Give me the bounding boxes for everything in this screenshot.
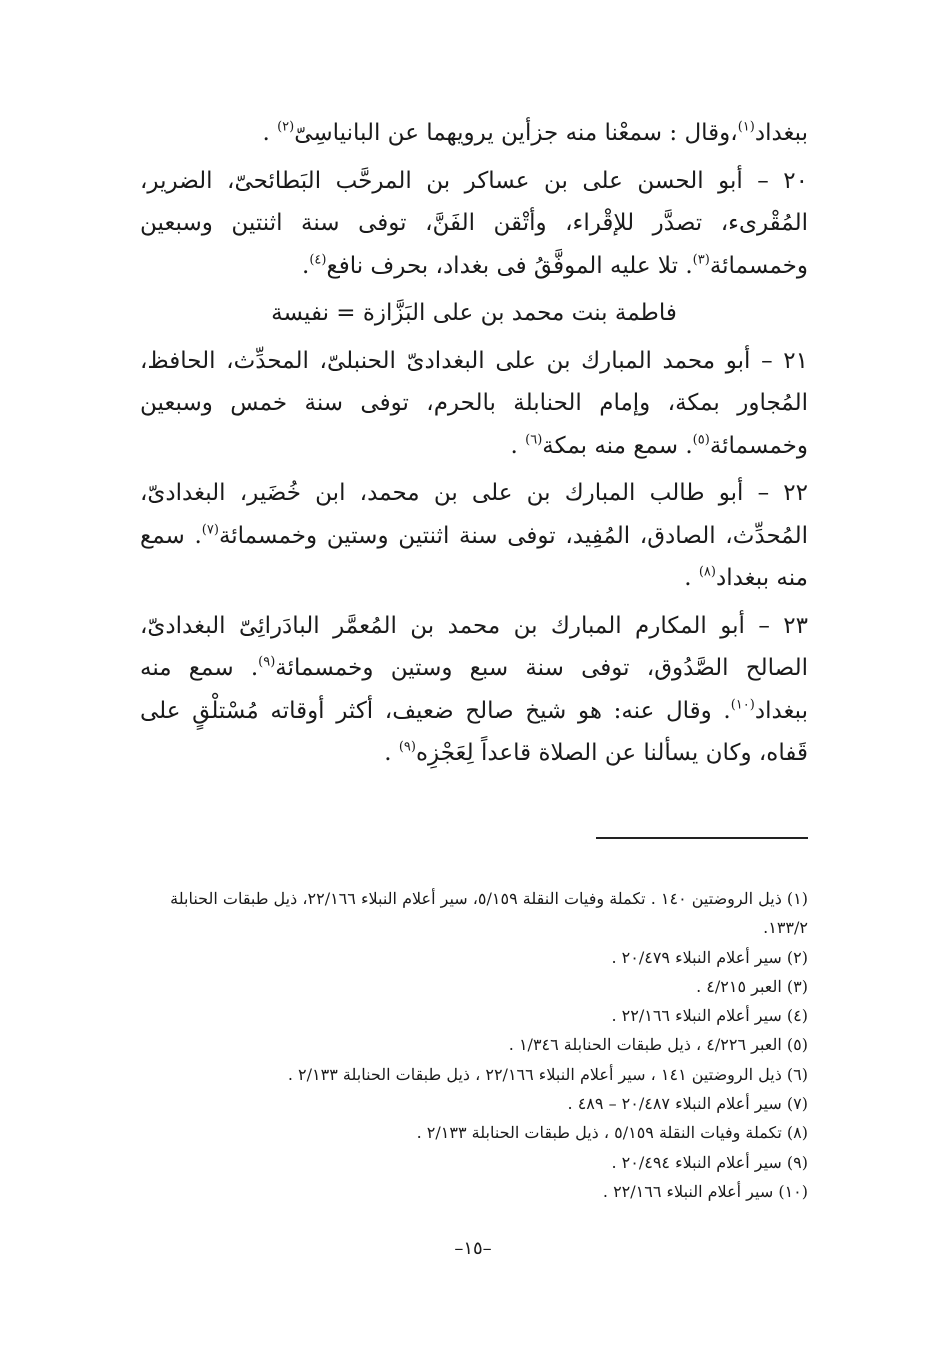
text-run: ٢٠ – أبو الحسن على بن عساكر بن المرحَّب البَطائحىّ، الضرير، المُقْرىء، تصدَّر للإقْراء، وأتْقن الفَنَّ، توفى سنة اثنتين وسبعين وخمسمائة — [140, 167, 808, 279]
text-run: ،وقال : سمعْنا منه جزأين يرويهما عن البانياسِىّ — [294, 120, 738, 146]
footnote-ref: (٢) — [277, 119, 295, 135]
footnotes — [140, 884, 808, 1206]
text-run: . سمع منه ببغداد — [140, 522, 808, 591]
footnote-ref: (٧) — [201, 521, 219, 537]
text-run: . تلا عليه الموفَّقُ فى بغداد، بحرف نافع — [326, 252, 693, 279]
footnote-separator — [596, 837, 808, 839]
text-run: . سمع منه ببغداد — [140, 655, 808, 724]
paragraph-continuation — [140, 112, 808, 155]
footnote-5: (٥) العبر ٤/٢٢٦ ، ذيل طبقات الحنابلة ١/٣٤٦ . — [508, 1035, 808, 1055]
footnote-7: (٧) سير أعلام النبلاء ٢٠/٤٨٧ – ٤٨٩ . — [567, 1094, 808, 1114]
entry-21 — [140, 340, 808, 468]
text-run: . وقال عنه: هو شيخ صالح ضعيف، أكثر أوقاته مُسْتلْقٍ على قَفاه، وكان يسألنا عن الصلاة قاعداً لِعَجْزِه — [140, 697, 808, 766]
cross-reference-heading: فاطمة بنت محمد بن على البَزَّازة = نفيسة — [271, 300, 677, 326]
entry-20 — [140, 160, 808, 288]
entry-22 — [140, 472, 808, 600]
text-run: . — [684, 565, 699, 591]
footnote-ref: (٥) — [692, 431, 710, 447]
footnote-10: (١٠) سير أعلام النبلاء ٢٢/١٦٦ . — [602, 1181, 808, 1201]
footnote-8: (٨) تكملة وفيات النقلة ٥/١٥٩ ، ذيل طبقات الحنابلة ٢/١٣٣ . — [416, 1123, 808, 1143]
footnote-9: (٩) سير أعلام النبلاء ٢٠/٤٩٤ . — [611, 1152, 808, 1172]
footnote-1: (١) ذيل الروضتين ١٤٠ . تكملة وفيات النقلة ٥/١٥٩، سير أعلام النبلاء ٢٢/١٦٦، ذيل طبقات الحنابلة ١٣٣/٢. — [170, 889, 808, 938]
text-run: . — [510, 432, 526, 459]
page-number: –١٥– — [454, 1238, 492, 1259]
text-run: . — [302, 252, 310, 279]
text-run: . — [262, 120, 278, 146]
footnote-4: (٤) سير أعلام النبلاء ٢٢/١٦٦ . — [611, 1006, 808, 1026]
entry-23 — [140, 605, 808, 775]
main-text — [140, 112, 808, 775]
footnote-ref: (٦) — [525, 431, 543, 447]
text-run: ٢١ – أبو محمد المبارك بن على البغدادىّ الحنبلىّ، المحدِّث، الحافظ، المُجاور بمكة، وإمام الحنابلة بالحرم، توفى سنة خمس وسبعين وخمسمائة — [140, 347, 808, 459]
text-run: ٢٢ – أبو طالب المبارك بن على بن محمد، ابن خُضَير، البغدادىّ، المُحدِّث، الصادق، المُفِيد، توفى سنة اثنتين وستين وخمسمائة — [140, 480, 808, 549]
text-run: . — [384, 740, 399, 766]
footnote-ref: (١) — [737, 119, 755, 135]
text-run: ببغداد — [754, 120, 808, 146]
footnote-ref: (٨) — [698, 564, 716, 580]
footnote-ref: (٣) — [692, 251, 710, 267]
footnote-ref: (٩) — [398, 739, 416, 755]
text-run: ٢٣ – أبو المكارم المبارك بن محمد بن المُعمَّر البادَرائِىّ البغدادىّ، الصالح الصَّدُوق، توفى سنة سبع وستين وخمسمائة — [140, 612, 808, 681]
footnote-ref: (٤) — [309, 251, 327, 267]
footnote-3: (٣) العبر ٤/٢١٥ . — [696, 976, 808, 996]
footnote-ref: (٩) — [258, 654, 276, 670]
footnote-2: (٢) سير أعلام النبلاء ٢٠/٤٧٩ . — [611, 947, 808, 967]
footnote-6: (٦) ذيل الروضتين ١٤١ ، سير أعلام النبلاء ٢٢/١٦٦ ، ذيل طبقات الحنابلة ٢/١٣٣ . — [287, 1064, 808, 1084]
footnote-ref: (١٠) — [730, 696, 755, 712]
text-run: . سمع منه بمكة — [542, 432, 693, 459]
